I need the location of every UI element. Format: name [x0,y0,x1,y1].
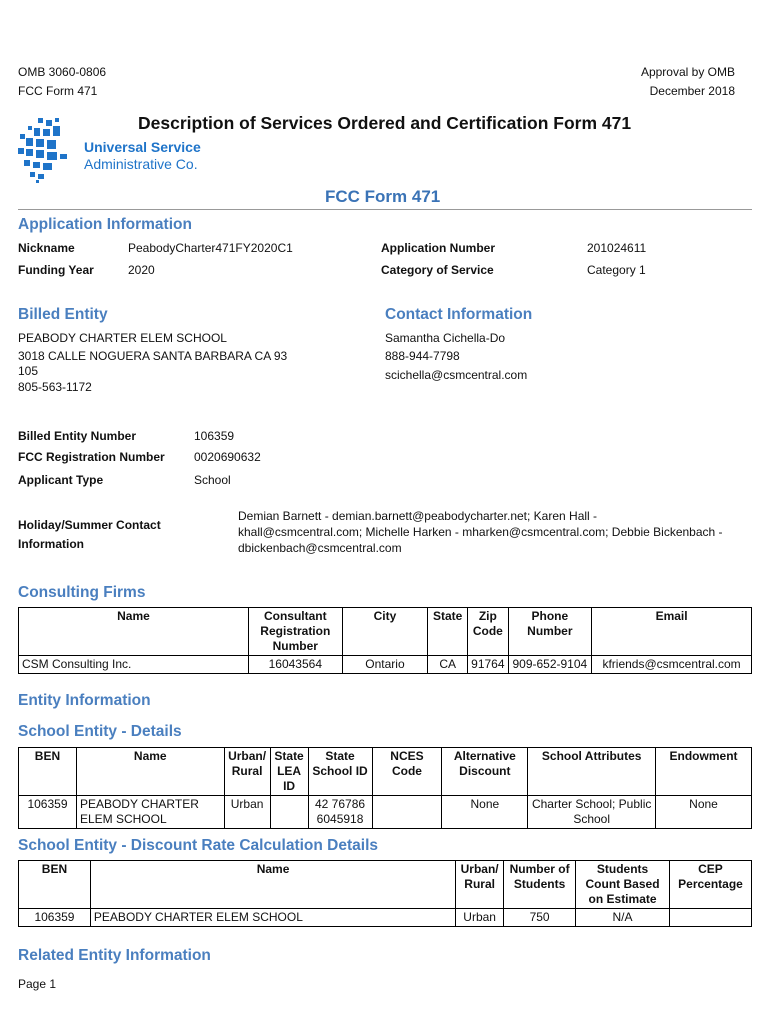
col-zip: Zip Code [468,608,508,656]
billed-entity-address1: 3018 CALLE NOGUERA SANTA BARBARA CA 93 [18,349,288,363]
col-alternative-discount: Alternative Discount [442,748,528,796]
nickname-value: PeabodyCharter471FY2020C1 [128,241,293,255]
cell-reg: 16043564 [248,656,342,674]
category-value: Category 1 [587,263,646,277]
col-students-estimate: Students Count Based on Estimate [576,861,670,909]
cell-urban: Urban [224,796,270,829]
billed-entity-number-value: 106359 [194,429,235,443]
billed-entity-number-label: Billed Entity Number [18,429,137,443]
cell-lea [270,796,308,829]
col-school-attributes: School Attributes [528,748,656,796]
logo-text-line2: Administrative Co. [84,156,198,172]
col-email: Email [592,608,752,656]
page-title: Description of Services Ordered and Certification Form 471 [138,113,632,133]
table-header-row [19,748,752,796]
cell-cep [669,909,751,927]
cell-ben: 106359 [19,909,91,927]
col-state-school-id: State School ID [308,748,372,796]
col-consultant-registration: Consultant Registration Number [248,608,342,656]
cell-name: CSM Consulting Inc. [19,656,249,674]
cell-school-id: 42 76786 6045918 [308,796,372,829]
related-entity-heading: Related Entity Information [18,947,211,964]
holiday-contact-line-3: dbickenbach@csmcentral.com [238,541,402,555]
cell-attributes: Charter School; Public School [528,796,656,829]
table-header-row [19,861,752,909]
cell-estimate: N/A [576,909,670,927]
form-label: FCC Form 471 [18,84,98,98]
cell-phone: 909-652-9104 [508,656,592,674]
school-entity-details-heading: School Entity - Details [18,723,182,740]
omb-date: December 2018 [649,84,735,98]
contact-info-heading: Contact Information [385,306,533,323]
omb-number: OMB 3060-0806 [18,65,107,79]
category-label: Category of Service [381,263,494,277]
school-entity-table [18,747,752,829]
cell-city: Ontario [342,656,428,674]
holiday-contact-label-1: Holiday/Summer Contact [18,518,161,532]
application-number-label: Application Number [381,241,496,255]
contact-name: Samantha Cichella-Do [385,331,506,345]
holiday-contact-label-2: Information [18,537,84,551]
omb-approval: Approval by OMB [640,65,735,79]
table-header-row [19,608,752,656]
nickname-label: Nickname [18,241,75,255]
table-row [19,796,752,829]
applicant-type-label: Applicant Type [18,473,104,487]
page-number: Page 1 [18,977,57,991]
cell-urban: Urban [456,909,504,927]
col-name: Name [76,748,224,796]
col-state-lea-id: State LEA ID [270,748,308,796]
discount-rate-heading: School Entity - Discount Rate Calculation Details [18,837,378,854]
table-row [19,656,752,674]
billed-entity-address2: 105 [18,364,39,378]
col-cep-percentage: CEP Percentage [669,861,751,909]
billed-entity-heading: Billed Entity [18,306,108,323]
billed-entity-phone: 805-563-1172 [18,380,92,394]
col-state: State [428,608,468,656]
col-name: Name [19,608,249,656]
col-nces-code: NCES Code [372,748,442,796]
application-info-heading: Application Information [18,216,192,233]
col-urban-rural: Urban/ Rural [224,748,270,796]
col-urban-rural: Urban/ Rural [456,861,504,909]
funding-year-value: 2020 [128,263,155,277]
cell-ben: 106359 [19,796,77,829]
col-phone: Phone Number [508,608,592,656]
cell-students: 750 [504,909,576,927]
cell-email: kfriends@csmcentral.com [592,656,752,674]
col-number-of-students: Number of Students [504,861,576,909]
col-ben: BEN [19,748,77,796]
cell-zip: 91764 [468,656,508,674]
discount-rate-table [18,860,752,927]
col-endowment: Endowment [656,748,752,796]
usac-logo [16,118,216,184]
consulting-firms-heading: Consulting Firms [18,584,146,601]
col-name: Name [90,861,455,909]
holiday-contact-line-1: Demian Barnett - demian.barnett@peabodycharter.net; Karen Hall - [238,509,598,523]
fcc-registration-label: FCC Registration Number [18,450,165,464]
cell-state: CA [428,656,468,674]
fcc-registration-value: 0020690632 [194,450,261,464]
usac-logo-mark-icon [16,118,78,184]
application-number-value: 201024611 [587,241,647,255]
contact-phone: 888-944-7798 [385,349,460,363]
cell-endowment: None [656,796,752,829]
contact-email: scichella@csmcentral.com [385,368,528,382]
entity-info-heading: Entity Information [18,692,151,709]
consulting-firms-table [18,607,752,674]
holiday-contact-line-2: khall@csmcentral.com; Michelle Harken - mharken@csmcentral.com; Debbie Bickenbach - [238,525,723,539]
cell-name: PEABODY CHARTER ELEM SCHOOL [90,909,455,927]
funding-year-label: Funding Year [18,263,94,277]
divider [18,209,752,210]
form-heading: FCC Form 471 [325,187,441,206]
col-city: City [342,608,428,656]
cell-name: PEABODY CHARTER ELEM SCHOOL [76,796,224,829]
cell-nces [372,796,442,829]
billed-entity-name: PEABODY CHARTER ELEM SCHOOL [18,331,227,345]
logo-text-line1: Universal Service [84,139,201,155]
applicant-type-value: School [194,473,231,487]
table-row [19,909,752,927]
col-ben: BEN [19,861,91,909]
cell-alt-discount: None [442,796,528,829]
